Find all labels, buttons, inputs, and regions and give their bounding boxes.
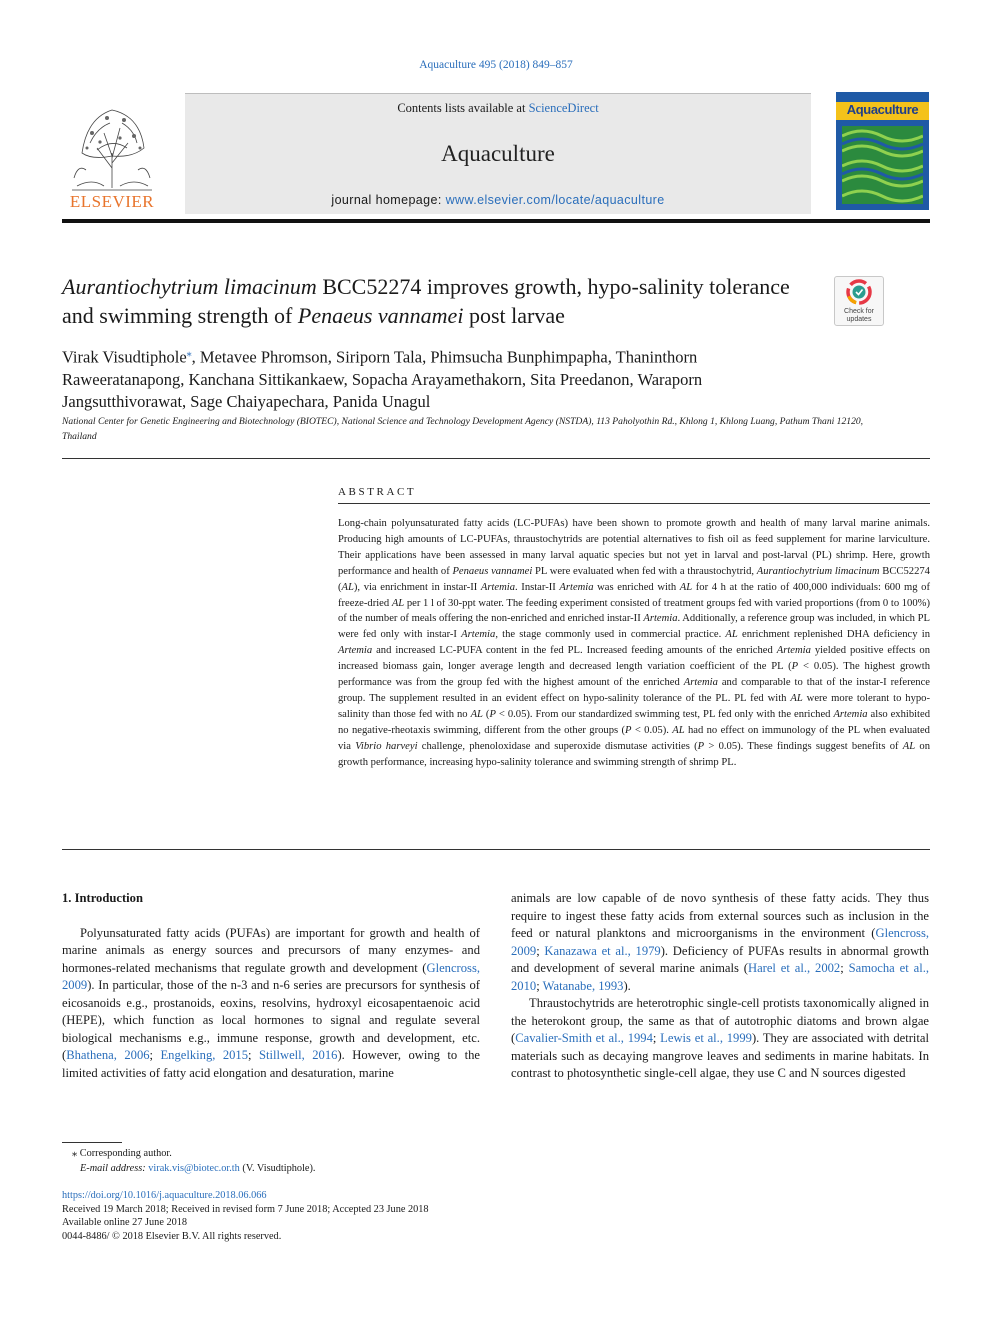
abstract-divider bbox=[62, 849, 930, 850]
online-date: Available online 27 June 2018 bbox=[62, 1217, 188, 1228]
contents-line bbox=[185, 101, 811, 116]
author-list bbox=[62, 343, 822, 413]
corresponding-mark[interactable]: ⁎ bbox=[186, 348, 192, 359]
abstract-heading: ABSTRACT bbox=[338, 486, 417, 498]
header-divider bbox=[62, 458, 930, 459]
article-title bbox=[62, 272, 802, 330]
title-organism: Aurantiochytrium limacinum bbox=[62, 274, 317, 299]
cover-title: Aquaculture bbox=[846, 102, 919, 117]
title-end: post larvae bbox=[463, 303, 565, 328]
article-meta bbox=[62, 1189, 429, 1243]
intro-paragraph-1: Polyunsaturated fatty acids (PUFAs) are important for growth and health of marine animals as energy sources and precursors of many enzymes- and hormones-related mechanisms that regulate growth and development (Glencross, 2009). In particular, those of the n-3 and n-6 series are precursors for synthesis of eicosanoids e.g., prostanoids, eoxins, resolvins, hydroxyl eicosapentaenoic acid (HEPE), which function as local hormones to signal and regulate several biological mechanisms e.g., immune response, growth and development, etc. (Bhathena, 2006; Engelking, 2015; Stillwell, 2016). However, owing to the limited activities of fatty acid elongation and desaturation, marine bbox=[62, 925, 480, 1080]
journal-cover[interactable] bbox=[836, 92, 929, 210]
check-for-updates-badge[interactable] bbox=[834, 276, 884, 326]
ref-link[interactable]: Watanabe, 1993 bbox=[542, 978, 624, 993]
copyright: 0044-8486/ © 2018 Elsevier B.V. All rights reserved. bbox=[62, 1230, 282, 1242]
masthead-rule bbox=[62, 219, 930, 223]
doi-link[interactable]: https://doi.org/10.1016/j.aquaculture.2018.06.066 bbox=[62, 1190, 267, 1201]
title-text: BCC52274 improves growth, hypo-salinity tolerance and swimming strength of bbox=[62, 274, 790, 328]
ref-link[interactable]: Stillwell, 2016 bbox=[258, 1048, 338, 1062]
affiliation: National Center for Genetic Engineering and Biotechnology (BIOTEC), National Science and Technology Development Agency (NSTDA), 113 Paholyothin Rd., Khlong 1, Khlong Luang, Pathum Thani 12120, Thailand bbox=[62, 416, 864, 442]
contents-prefix: Contents lists available at bbox=[397, 101, 529, 115]
received-dates: Received 19 March 2018; Received in revised form 7 June 2018; Accepted 23 June 2018 bbox=[62, 1203, 429, 1215]
ref-link[interactable]: Bhathena, 2006 bbox=[66, 1048, 150, 1062]
intro-paragraph-2: Thraustochytrids are heterotrophic single-cell protists taxonomically aligned in the heterokont group, the same as that of autotrophic diatoms and brown algae (Cavalier-Smith et al., 1994; Lewis et al., 1999). They are associated with detrital materials such as decaying mangrove leaves and sediments in marine habitats. In contrast to photosynthetic single-cell algae, they use C and N sources digested bbox=[511, 996, 929, 1080]
ref-link[interactable]: Glencross, 2009 bbox=[62, 960, 480, 992]
body-column-left bbox=[62, 890, 480, 1082]
footnote-rule bbox=[62, 1142, 122, 1143]
other-authors: , Metavee Phromson, Siriporn Tala, Phimsucha Bunphimpapha, Thaninthorn Raweeratanapong, Kanchana Sittikankaew, Sopacha Arayamethakorn, Sita Preedanon, Waraporn Jangsutthivorawat, Sage Chaiyapechara, Panida Unagul bbox=[62, 347, 703, 411]
homepage-line bbox=[185, 193, 811, 207]
sciencedirect-link[interactable]: ScienceDirect bbox=[528, 101, 599, 115]
ref-link[interactable]: Kanazawa et al., 1979 bbox=[544, 943, 661, 958]
intro-paragraph-1-cont: animals are low capable of de novo synthesis of these fatty acids. They thus require to ingest these fatty acids from external sources such as inclusion in the feed or natural planktons and microorganisms in the environment (Glencross, 2009; Kanazawa et al., 1979). Deficiency of PUFAs results in abnormal growth and development of several marine animals (Harel et al., 2002; Samocha et al., 2010; Watanabe, 1993). bbox=[511, 891, 929, 993]
check-updates-icon bbox=[835, 277, 883, 309]
journal-citation[interactable] bbox=[0, 59, 992, 71]
homepage-link[interactable]: www.elsevier.com/locate/aquaculture bbox=[445, 193, 665, 207]
email-link[interactable]: virak.vis@biotec.or.th bbox=[148, 1163, 240, 1174]
publisher-wordmark: ELSEVIER bbox=[69, 192, 155, 211]
badge-label: Check for updates bbox=[844, 308, 874, 323]
homepage-prefix: journal homepage: bbox=[331, 193, 446, 207]
ref-link[interactable]: Glencross, 2009 bbox=[511, 926, 929, 958]
first-author: Virak Visudtiphole bbox=[62, 347, 187, 367]
journal-name: Aquaculture bbox=[441, 141, 555, 166]
body-column-right bbox=[511, 890, 929, 1083]
email-note: E-mail address: virak.vis@biotec.or.th (V. Visudtiphole). bbox=[80, 1163, 316, 1174]
citation-link[interactable]: Aquaculture 495 (2018) 849–857 bbox=[419, 59, 573, 71]
abstract-rule bbox=[338, 503, 930, 504]
cover-art-icon bbox=[842, 126, 923, 204]
ref-link[interactable]: Harel et al., 2002 bbox=[747, 961, 841, 975]
corresponding-author-note: ⁎ Corresponding author. bbox=[72, 1148, 172, 1159]
ref-link[interactable]: Samocha et al., 2010 bbox=[511, 961, 929, 993]
title-species: Penaeus vannamei bbox=[297, 303, 464, 328]
ref-link[interactable]: Engelking, 2015 bbox=[160, 1048, 249, 1062]
section-heading-introduction: 1. Introduction bbox=[62, 891, 143, 905]
ref-link[interactable]: Lewis et al., 1999 bbox=[660, 1031, 752, 1045]
ref-link[interactable]: Cavalier-Smith et al., 1994 bbox=[515, 1031, 653, 1045]
abstract-text: Long-chain polyunsaturated fatty acids (LC-PUFAs) have been shown to promote growth and health of many larval marine animals. Producing high amounts of LC-PUFAs, thraustochytrids are potential alternatives to fish oil as feed supplement for marine larviculture. Their applications have been assessed in many larval aquatic species but not yet in larval and post-larval (PL) shrimp. Here, growth performance and health of Penaeus vannamei PL were evaluated when fed with a thraustochytrid, Aurantiochytrium limacinum BCC52274 (AL), via enrichment in instar-II Artemia. Instar-II Artemia was enriched with AL for 4 h at the ratio of 400,000 individuals: 600 mg of freeze-dried AL per 1 l of 30-ppt water. The feeding experiment consisted of treatment groups fed with varied proportions (from 0 to 100%) of the number of meals offering the non-enriched and enriched instar-II Artemia. Additionally, a reference group was included, in which PL were fed only with instar-I Artemia, the stage commonly used in commercial practice. AL enrichment replenished DHA deficiency in Artemia and increased LC-PUFA content in the fed PL. Increased feeding amounts of the enriched Artemia yielded positive effects on increased biomass gain, longer average length and decreased length variation coefficient of the PL (P < 0.05). The highest growth performance was from the group fed with the highest amount of the enriched Artemia and comparable to that of the instar-I reference group. The supplement resulted in an evident effect on hypo-salinity tolerance of the PL. PL fed with AL were more tolerant to hypo-salinity than those fed with no AL (P < 0.05). From our standardized swimming test, PL fed only with the enriched Artemia also exhibited no negative-rheotaxis swimming, different from the other groups (P < 0.05). AL had no effect on immunology of the PL when evaluated via Vibrio harveyi challenge, phenoloxidase and superoxide dismutase activities (P > 0.05). These findings suggest benefits of AL on growth performance, increasing hypo-salinity tolerance and swimming strength of shrimp PL. bbox=[338, 518, 931, 768]
